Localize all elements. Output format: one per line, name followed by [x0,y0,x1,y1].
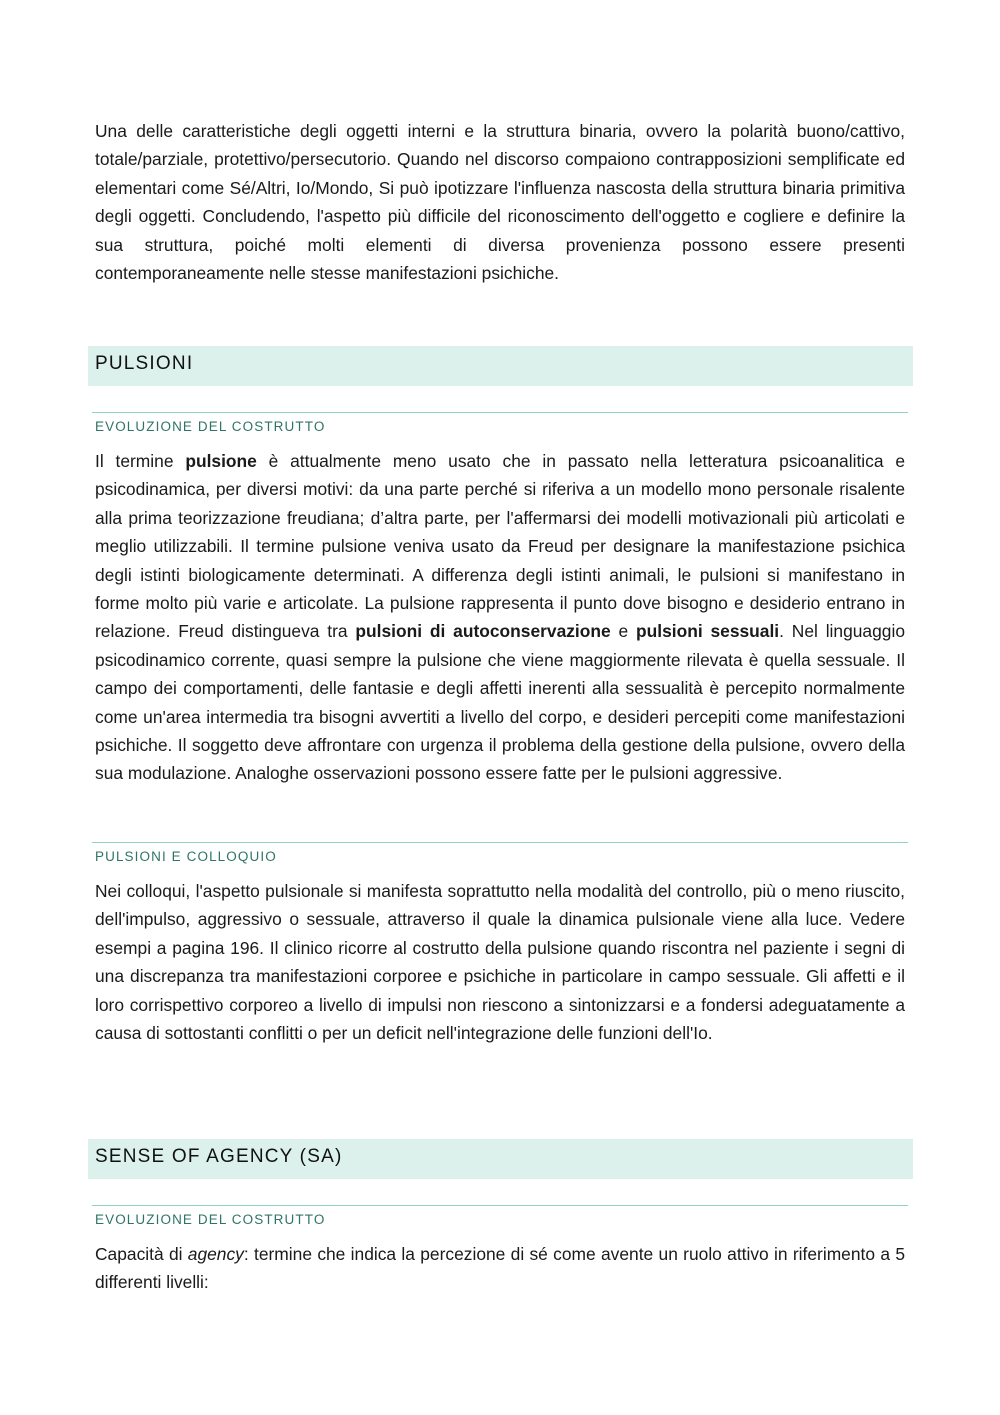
pulsioni-evoluzione-paragraph [95,447,905,788]
section-heading-text: SENSE OF AGENCY (SA) [95,1146,343,1167]
subheading-evoluzione-pulsioni: EVOLUZIONE DEL COSTRUTTO [95,419,326,434]
section-heading-text: PULSIONI [95,353,194,374]
agency-evoluzione-paragraph [95,1240,905,1297]
pulsioni-colloquio-paragraph: Nei colloqui, l'aspetto pulsionale si manifesta soprattutto nella modalità del controllo, più o meno riuscito, dell'impulso, aggressivo o sessuale, attraverso il quale la dinamica pulsionale viene alla luce. Vedere esempi a pagina 196. Il clinico ricorre al costrutto della pulsione quando riscontra nel paziente i segni di una discrepanza tra manifestazioni corporee e psichiche in particolare in campo sessuale. Gli affetti e il loro corrispettivo corporeo a livello di impulsi non riescono a sintonizzarsi e a fondersi adeguatamente a causa di sottostanti conflitti o per un deficit nell'integrazione delle funzioni dell'Io. [95,881,905,1044]
text-run: : termine che indica la percezione di sé come avente un ruolo attivo in riferimento a 5 differenti livelli: [95,1244,905,1293]
section-heading-agency [88,1139,913,1179]
intro-paragraph: Una delle caratteristiche degli oggetti interni e la struttura binaria, ovvero la polarità buono/cattivo, totale/parziale, protettivo/persecutorio. Quando nel discorso compaiono contrapposizioni semplificate ed elementari come Sé/Altri, Io/Mondo, Si può ipotizzare l'influenza nascosta della struttura binaria primitiva degli oggetti. Concludendo, l'aspetto più difficile del riconoscimento dell'oggetto e cogliere e definire la sua struttura, poiché molti elementi di diversa provenienza possono essere presenti contemporaneamente nelle stesse manifestazioni psichiche. [95,121,905,284]
italic-term: agency [187,1244,244,1264]
section-heading-pulsioni [88,346,913,386]
bold-term: pulsione [185,451,257,471]
subheading-rule [92,1205,908,1206]
text-run: e [610,621,636,642]
subheading-rule [92,412,908,413]
text-run: Capacità di [95,1244,188,1264]
subheading-evoluzione-agency: EVOLUZIONE DEL COSTRUTTO [95,1212,326,1227]
subheading-pulsioni-colloquio: PULSIONI E COLLOQUIO [95,849,277,864]
text-run: è attualmente meno usato che in passato nella letteratura psicoanalitica e psicodinamica, per diversi motivi: da una parte perché si riferiva a un modello mono personale risalente alla prima teorizzazione freudiana; d’altra parte, per l'affermarsi dei modelli motivazionali più articolati e meglio utilizzabili. Il termine pulsione veniva usato da Freud per designare la manifestazione psichica degli istinti biologicamente determinati. A differenza degli istinti animali, le pulsioni si manifestano in forme molto più varie e articolate. La pulsione rappresenta il punto dove bisogno e desiderio entrano in relazione. Freud distingueva tra [95,451,905,642]
text-run: . Nel linguaggio psicodinamico corrente, quasi sempre la pulsione che viene maggiormente rilevata è quella sessuale. Il campo dei comportamenti, delle fantasie e degli affetti inerenti alla sessualità è percepito normalmente come un'area intermedia tra bisogni avvertiti a livello del corpo, e desideri percepiti come manifestazioni psichiche. Il soggetto deve affrontare con urgenza il problema della gestione della pulsione, ovvero della sua modulazione. Analoghe osservazioni possono essere fatte per le pulsioni aggressive. [95,621,905,784]
bold-term: pulsioni di autoconservazione [355,621,611,642]
subheading-rule [92,842,908,843]
bold-term: pulsioni sessuali [636,621,780,642]
text-run: Il termine [95,451,186,471]
